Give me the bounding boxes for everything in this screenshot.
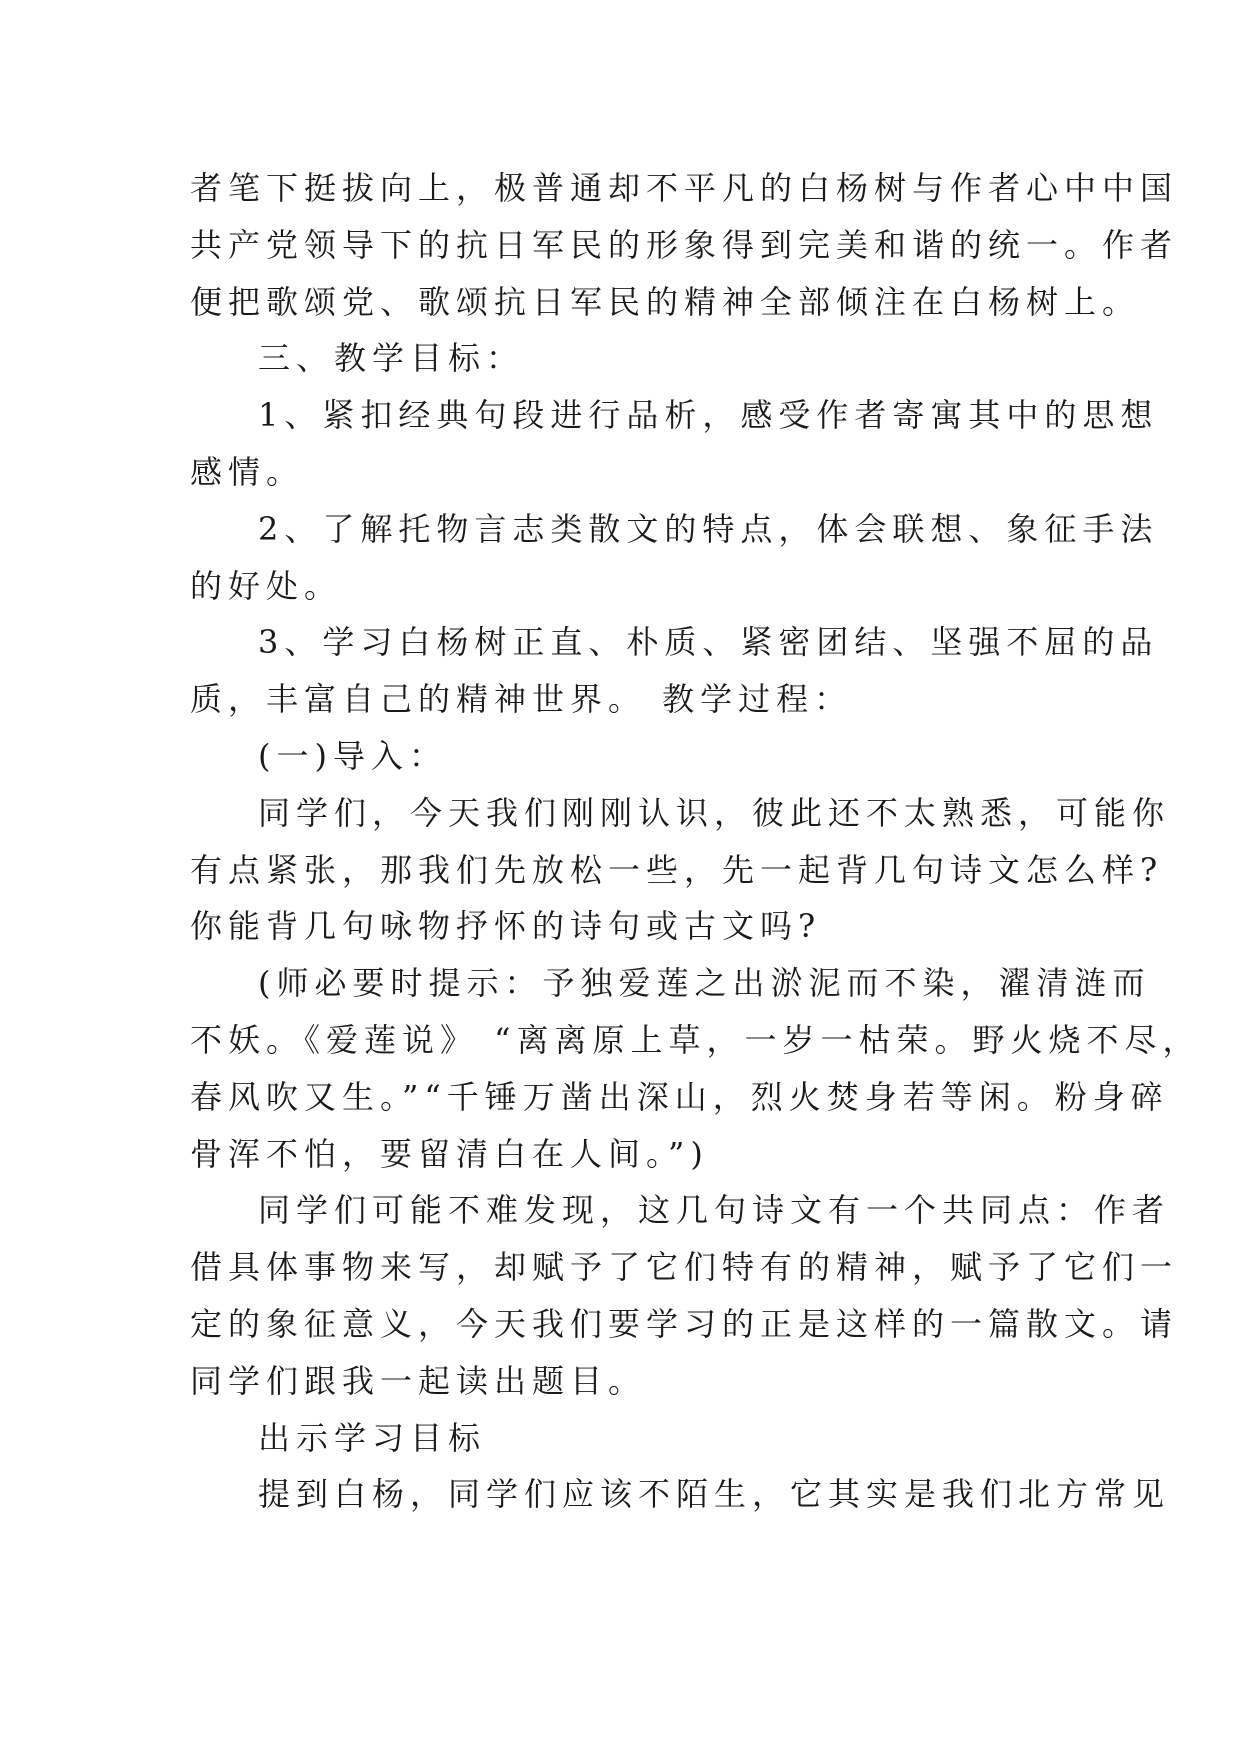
list-item bbox=[190, 614, 1159, 728]
text-line: 同学们可能不难发现，这几句诗文有一个共同点：作者 bbox=[258, 1191, 1171, 1230]
text-line: 同学们跟我一起读出题目。 bbox=[190, 1361, 647, 1400]
text-line: 提到白杨，同学们应该不陌生，它其实是我们北方常见 bbox=[258, 1475, 1171, 1514]
section-heading bbox=[190, 330, 1050, 387]
list-item bbox=[190, 387, 1159, 501]
text-line: (师必要时提示：予独爱莲之出淤泥而不染，濯清涟而 bbox=[258, 964, 1151, 1003]
text-line: 有点紧张，那我们先放松一些，先一起背几句诗文怎么样? bbox=[190, 850, 1164, 889]
section-heading bbox=[190, 728, 1050, 785]
text-line: 质，丰富自己的精神世界。 教学过程： bbox=[190, 680, 853, 719]
text-line: 不妖。《爱莲说》 “离离原上草，一岁一枯荣。野火烧不尽， bbox=[190, 1020, 1201, 1059]
list-item bbox=[190, 501, 1159, 615]
paragraph bbox=[190, 1466, 1171, 1523]
text-line: 春风吹又生。”“千锤万凿出深山，烈火焚身若等闲。粉身碎 bbox=[190, 1077, 1169, 1116]
paragraph bbox=[190, 955, 1201, 1182]
paragraph bbox=[190, 1182, 1179, 1409]
paragraph bbox=[190, 160, 1179, 330]
text-line: 共产党领导下的抗日军民的形象得到完美和谐的统一。作者 bbox=[190, 225, 1179, 264]
text-line: 骨浑不怕，要留清白在人间。”) bbox=[190, 1134, 709, 1173]
text-line: (一)导入： bbox=[258, 736, 447, 775]
text-line: 1、紧扣经典句段进行品析，感受作者寄寓其中的思想 bbox=[258, 396, 1159, 435]
text-line: 三、教学目标： bbox=[258, 339, 525, 378]
paragraph bbox=[190, 1410, 1050, 1467]
text-line: 2、了解托物言志类散文的特点，体会联想、象征手法 bbox=[258, 509, 1159, 548]
text-line: 者笔下挺拔向上，极普通却不平凡的白杨树与作者心中中国 bbox=[190, 169, 1179, 207]
text-line: 感情。 bbox=[190, 452, 305, 491]
document-page bbox=[190, 160, 1201, 1523]
text-line: 你能背几句咏物抒怀的诗句或古文吗? bbox=[190, 907, 822, 946]
text-line: 的好处。 bbox=[190, 566, 343, 605]
text-line: 出示学习目标 bbox=[258, 1418, 487, 1457]
text-line: 借具体事物来写，却赋予了它们特有的精神，赋予了它们一 bbox=[190, 1248, 1179, 1287]
text-line: 3、学习白杨树正直、朴质、紧密团结、坚强不屈的品 bbox=[258, 623, 1159, 662]
text-line: 定的象征意义，今天我们要学习的正是这样的一篇散文。请 bbox=[190, 1304, 1179, 1343]
text-line: 同学们，今天我们刚刚认识，彼此还不太熟悉，可能你 bbox=[258, 793, 1171, 832]
text-line: 便把歌颂党、歌颂抗日军民的精神全部倾注在白杨树上。 bbox=[190, 282, 1141, 321]
paragraph bbox=[190, 785, 1171, 955]
